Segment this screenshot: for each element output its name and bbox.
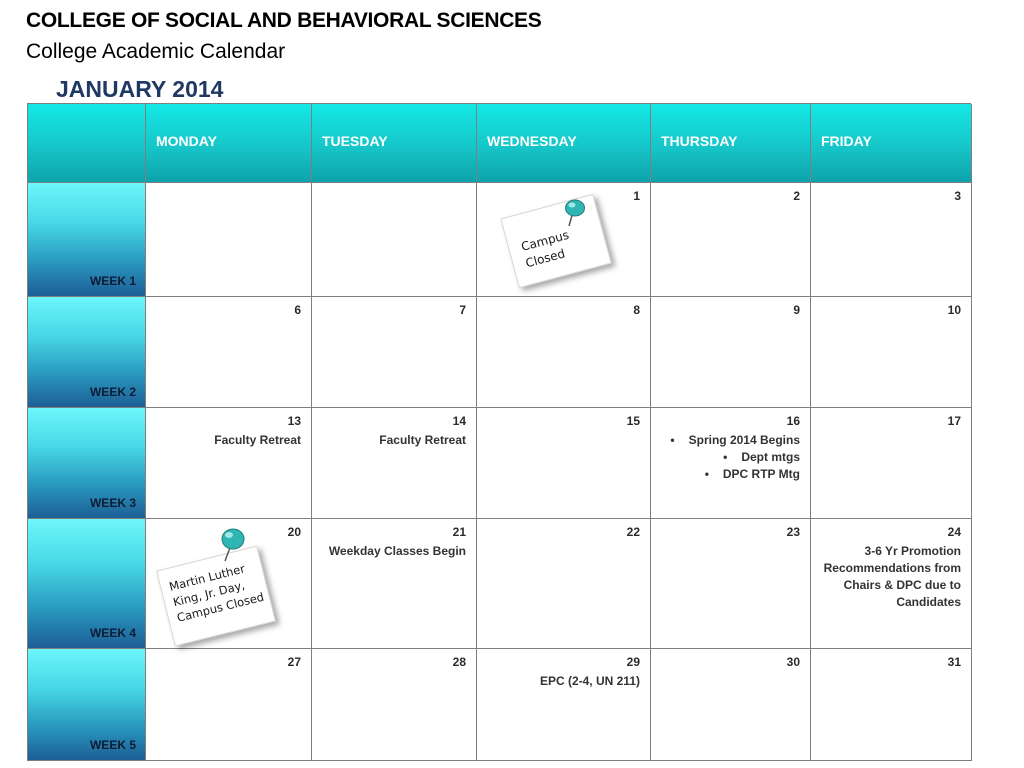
day-cell[interactable] [811,297,972,408]
day-cell[interactable] [651,297,811,408]
week-label-cell [28,183,146,297]
event-text: Faculty Retreat [379,433,466,447]
date-number: 29 [626,655,640,669]
month-title: JANUARY 2014 [56,76,224,102]
date-number: 13 [287,414,301,428]
date-number: 8 [633,303,640,317]
week-label: WEEK 2 [89,385,136,399]
day-header-label: WEDNESDAY [487,133,577,149]
date-number: 14 [452,414,466,428]
day-cell[interactable] [811,649,972,761]
college-title: COLLEGE OF SOCIAL AND BEHAVIORAL SCIENCES [26,9,542,32]
date-number: 3 [954,189,961,203]
day-header-friday [811,104,972,183]
week-label: WEEK 3 [89,496,136,510]
week-label-cell [28,519,146,649]
date-number: 17 [947,414,961,428]
date-number: 27 [287,655,301,669]
date-number: 6 [294,303,301,317]
sticky-note-text: Martin Luther King, Jr. Day, Campus Closed [167,561,266,625]
date-number: 23 [786,525,800,539]
event-text: Faculty Retreat [214,433,301,447]
date-number: 10 [947,303,961,317]
pushpin-icon [558,198,592,228]
date-number: 22 [626,525,640,539]
event-text: Weekday Classes Begin [328,544,466,558]
date-number: 1 [633,189,640,203]
week-label: WEEK 1 [89,274,136,288]
day-cell[interactable] [651,408,811,519]
day-header-tuesday [312,104,477,183]
header-corner [28,104,146,183]
day-cell[interactable] [146,408,312,519]
pushpin-icon [218,527,252,563]
day-header-label: THURSDAY [661,133,738,149]
day-cell[interactable] [146,297,312,408]
day-cell[interactable] [312,519,477,649]
day-cell[interactable] [477,408,651,519]
date-number: 24 [947,525,961,539]
day-cell[interactable] [477,519,651,649]
date-number: 7 [459,303,466,317]
day-header-wednesday [477,104,651,183]
day-cell[interactable] [477,297,651,408]
week-label: WEEK 4 [89,626,136,640]
day-header-label: TUESDAY [322,133,388,149]
day-cell[interactable] [811,183,972,297]
day-header-label: FRIDAY [821,133,872,149]
day-cell[interactable] [651,183,811,297]
date-number: 2 [793,189,800,203]
calendar-subtitle: College Academic Calendar [26,40,286,63]
day-cell[interactable] [312,408,477,519]
week-label: WEEK 5 [89,738,136,752]
day-cell[interactable] [312,183,477,297]
date-number: 21 [452,525,466,539]
date-number: 30 [786,655,800,669]
day-cell[interactable] [811,408,972,519]
day-cell[interactable] [477,649,651,761]
sticky-note-text: Campus Closed [519,227,571,271]
calendar-grid [27,103,971,761]
event-text: EPC (2-4, UN 211) [539,674,640,688]
event-item: • Dept mtgs [670,449,800,466]
week-label-cell [28,297,146,408]
week-label-cell [28,408,146,519]
day-cell[interactable] [651,519,811,649]
date-number: 20 [287,525,301,539]
date-number: 9 [793,303,800,317]
date-number: 28 [452,655,466,669]
event-list [670,432,800,483]
date-number: 31 [947,655,961,669]
day-cell[interactable] [312,297,477,408]
day-cell[interactable] [312,649,477,761]
day-header-thursday [651,104,811,183]
week-label-cell [28,649,146,761]
day-cell[interactable] [146,183,312,297]
event-text: 3-6 Yr Promotion Recommendations from Chairs & DPC due to Candidates [823,544,961,609]
day-header-monday [146,104,312,183]
event-item: • DPC RTP Mtg [670,466,800,483]
day-header-label: MONDAY [156,133,217,149]
day-cell[interactable] [651,649,811,761]
event-item: • Spring 2014 Begins [670,432,800,449]
day-cell[interactable] [811,519,972,649]
date-number: 15 [626,414,640,428]
day-cell[interactable] [146,649,312,761]
date-number: 16 [786,414,800,428]
